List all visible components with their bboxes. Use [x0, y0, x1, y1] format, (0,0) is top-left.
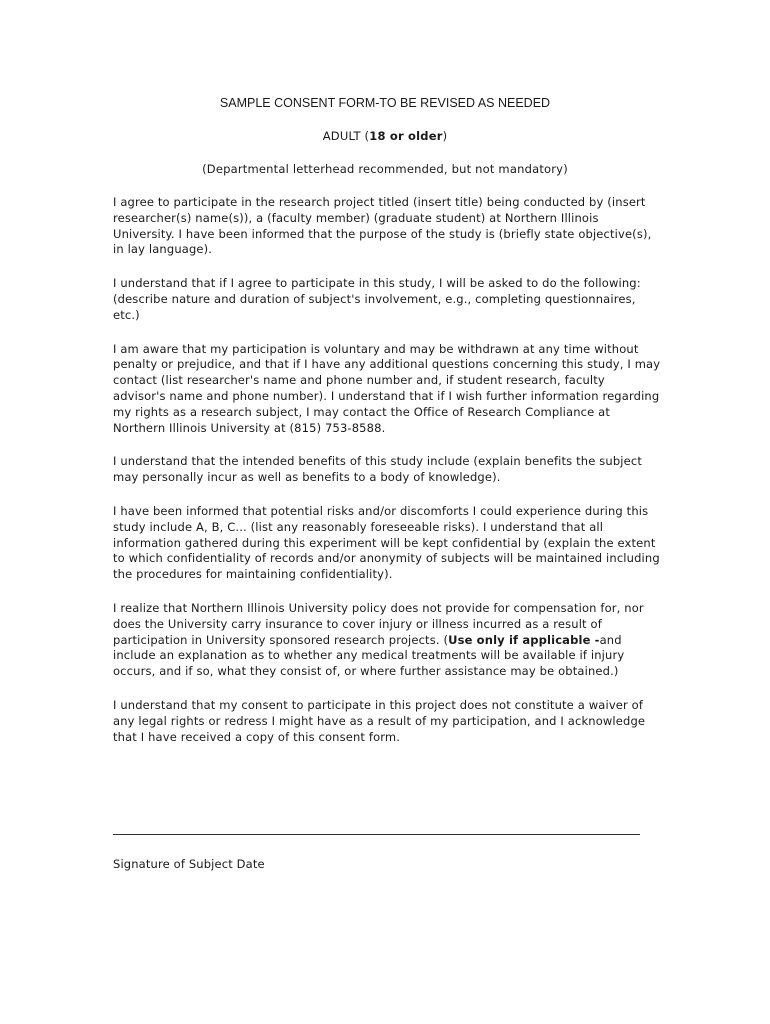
paragraph-procedures: I understand that if I agree to participate in this study, I will be asked to do the following: (describe nature and duration of subject's involvement, e.g., completing questionnaires, etc.) — [113, 276, 641, 322]
consent-body — [113, 195, 661, 763]
paragraph-compensation — [113, 601, 661, 680]
age-requirement-subtitle — [0, 128, 770, 144]
paragraph-voluntary: I am aware that my participation is voluntary and may be withdrawn at any time without penalty or prejudice, and that if I have any additional questions concerning this study, I may contact (list researcher's name and phone number and, if student research, faculty advisor's name and phone number). I understand that if I wish further information regarding my rights as a research subject, I may contact the Office of Research Compliance at Northern Illinois University at (815) 753-8588. — [113, 341, 661, 435]
letterhead-note: (Departmental letterhead recommended, but not mandatory) — [202, 162, 568, 176]
compensation-bold-note: Use only if applicable - — [448, 632, 600, 647]
paragraph-rights: I understand that my consent to participate in this project does not constitute a waiver of any legal rights or redress I might have as a result of my participation, and I acknowledge that I have received a copy of this consent form. — [113, 697, 646, 744]
signature-line[interactable] — [113, 834, 640, 835]
subtitle-bold-age: 18 or older — [369, 129, 443, 143]
subtitle-suffix: ) — [442, 129, 448, 143]
paragraph-risks: I have been informed that potential risks and/or discomforts I could experience during this study include A, B, C... (list any reasonably foreseeable risks). I understand that all information gathered during this experiment will be kept confidential by (explain the extent to which confidentiality of records and/or anonymity of subjects will be maintained including the procedures for maintaining confidentiality). — [113, 503, 660, 582]
signature-label: Signature of Subject Date — [113, 857, 265, 871]
subtitle-prefix: ADULT ( — [322, 129, 370, 143]
page-title: SAMPLE CONSENT FORM-TO BE REVISED AS NEEDED — [219, 96, 551, 110]
compensation-text-before: I realize that Northern Illinois University policy does not provide for compensation for, nor does the University carry insurance to cover injury or illness incurred as a result of participation in University sponsored research projects. ( — [113, 600, 644, 647]
paragraph-benefits: I understand that the intended benefits of this study include (explain benefits the subject may personally incur as well as benefits to a body of knowledge). — [113, 454, 642, 485]
compensation-text-after: and include an explanation as to whether any medical treatments will be available if injury occurs, and if so, what they consist of, or where further assistance may be obtained.) — [113, 632, 625, 679]
paragraph-participation: I agree to participate in the research project titled (insert title) being conducted by (insert researcher(s) name(s)), a (faculty member) (graduate student) at Northern Illinois University. I have been informed that the purpose of the study is (briefly state objective(s), in lay language). — [113, 195, 652, 257]
